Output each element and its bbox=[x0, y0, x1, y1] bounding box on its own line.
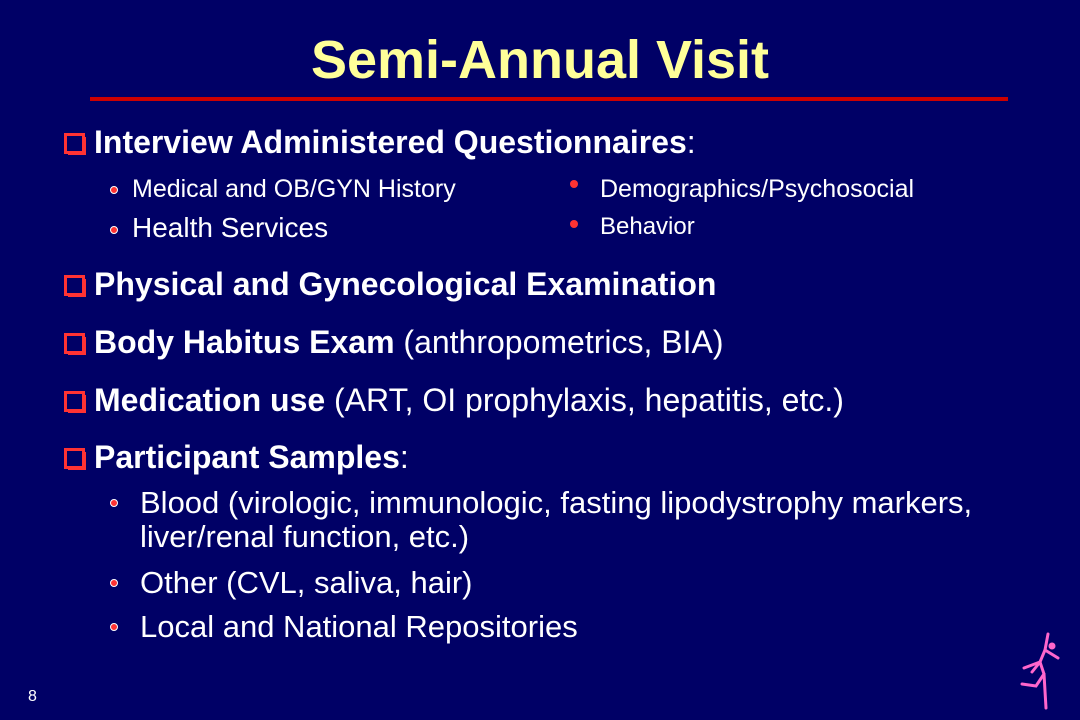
round-bullet-icon bbox=[570, 220, 578, 228]
round-bullet-icon bbox=[570, 180, 578, 188]
list-item: Local and National Repositories bbox=[110, 610, 578, 644]
round-bullet-icon bbox=[110, 186, 118, 194]
main-item-body-habitus: Body Habitus Exam (anthropometrics, BIA) bbox=[62, 323, 724, 361]
main-item-physical-exam: Physical and Gynecological Examination bbox=[62, 265, 716, 303]
list-item: Health Services bbox=[110, 212, 328, 244]
round-bullet-icon bbox=[110, 226, 118, 234]
list-item: Behavior bbox=[600, 213, 695, 240]
page-number: 8 bbox=[28, 688, 37, 705]
main-item-medication: Medication use (ART, OI prophylaxis, hepatitis, etc.) bbox=[62, 381, 844, 419]
checkbox-bullet-icon bbox=[62, 130, 88, 156]
checkbox-bullet-icon bbox=[62, 272, 88, 298]
checkbox-bullet-icon bbox=[62, 445, 88, 471]
round-bullet-icon bbox=[110, 579, 118, 587]
slide-title: Semi-Annual Visit bbox=[310, 30, 770, 90]
round-bullet-icon bbox=[110, 499, 118, 507]
main-item-participant-samples: Participant Samples: bbox=[62, 438, 409, 476]
list-item: Medical and OB/GYN History bbox=[110, 174, 456, 204]
list-item: Demographics/Psychosocial bbox=[600, 175, 915, 203]
round-bullet-icon bbox=[110, 623, 118, 631]
checkbox-bullet-icon bbox=[62, 330, 88, 356]
main-item-questionnaires: Interview Administered Questionnaires: bbox=[62, 123, 696, 161]
title-underline bbox=[90, 97, 1008, 101]
list-item: Blood (virologic, immunologic, fasting lipodystrophy markers, liver/renal function, etc.) bbox=[110, 486, 990, 554]
dancer-logo-icon bbox=[1018, 632, 1068, 712]
list-item: Other (CVL, saliva, hair) bbox=[110, 566, 473, 600]
checkbox-bullet-icon bbox=[62, 388, 88, 414]
